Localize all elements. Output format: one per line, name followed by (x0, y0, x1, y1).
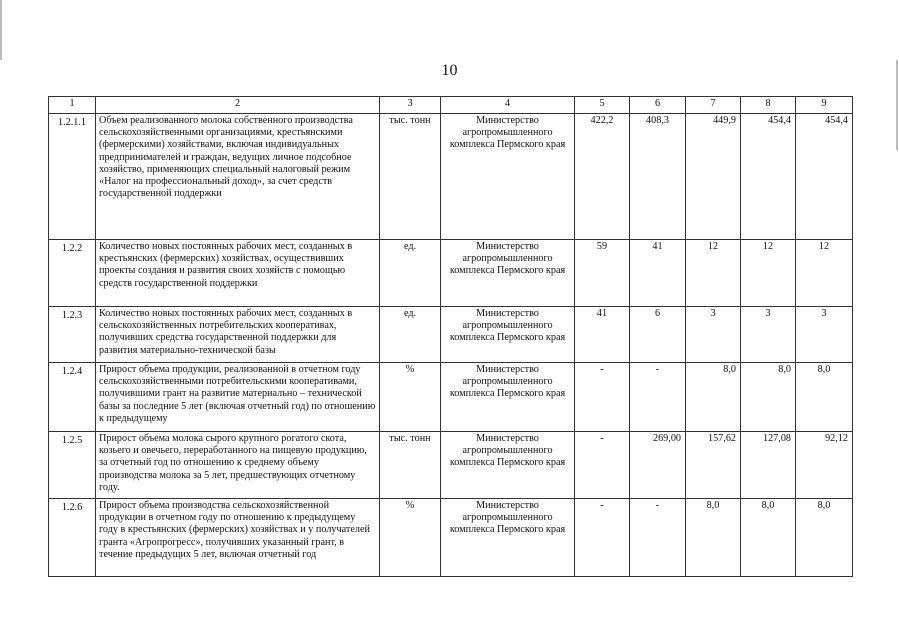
row-number: 1.2.2 (49, 240, 96, 307)
value-col9: 454,4 (796, 114, 853, 240)
value-col6: 41 (630, 240, 686, 307)
value-col5: - (575, 363, 630, 432)
row-number: 1.2.3 (49, 307, 96, 363)
indicator-name: Прирост объема производства сельскохозяйственной продукции в отчетном году по отношению к предыдущему году в крестьянских (фермерских) хозяйствах и у получателей гранта «Агропрогресс», получивших указанный грант, в течение предыдущих 5 лет, включая отчетный год (96, 499, 380, 577)
value-col9: 8,0 (796, 363, 853, 432)
header-cell: 6 (630, 97, 686, 114)
value-col8: 8,0 (741, 363, 796, 432)
table-row (49, 114, 853, 240)
row-number: 1.2.6 (49, 499, 96, 577)
table-row (49, 363, 853, 432)
value-col7: 157,62 (686, 432, 741, 499)
header-cell: 2 (96, 97, 380, 114)
value-col9: 3 (796, 307, 853, 363)
value-col6: 6 (630, 307, 686, 363)
value-col5: - (575, 499, 630, 577)
value-col7: 8,0 (686, 363, 741, 432)
header-cell: 9 (796, 97, 853, 114)
value-col9: 92,12 (796, 432, 853, 499)
header-cell: 7 (686, 97, 741, 114)
value-col6: 408,3 (630, 114, 686, 240)
unit-cell: тыс. тонн (380, 432, 441, 499)
scan-edge-mark (896, 60, 898, 150)
unit-cell: ед. (380, 307, 441, 363)
responsible-org: Министерство агропромышленного комплекса Пермского края (441, 114, 575, 240)
table-row (49, 307, 853, 363)
value-col7: 12 (686, 240, 741, 307)
value-col9: 12 (796, 240, 853, 307)
value-col8: 3 (741, 307, 796, 363)
indicator-name: Количество новых постоянных рабочих мест, созданных в крестьянских (фермерских) хозяйствах, осуществивших проекты создания и развития своих хозяйств с помощью средств государственной поддержки (96, 240, 380, 307)
value-col5: 41 (575, 307, 630, 363)
header-cell: 1 (49, 97, 96, 114)
value-col8: 454,4 (741, 114, 796, 240)
page-number: 10 (441, 62, 458, 79)
unit-cell: % (380, 499, 441, 577)
value-col6: 269,00 (630, 432, 686, 499)
header-cell: 3 (380, 97, 441, 114)
scan-edge-mark (0, 0, 2, 60)
value-col8: 127,08 (741, 432, 796, 499)
value-col8: 8,0 (741, 499, 796, 577)
value-col8: 12 (741, 240, 796, 307)
header-cell: 5 (575, 97, 630, 114)
indicator-name: Количество новых постоянных рабочих мест, созданных в сельскохозяйственных потребительских кооперативах, получивших средства государственной поддержки для развития материально-технической базы (96, 307, 380, 363)
value-col7: 449,9 (686, 114, 741, 240)
header-cell: 8 (741, 97, 796, 114)
responsible-org: Министерство агропромышленного комплекса Пермского края (441, 363, 575, 432)
unit-cell: ед. (380, 240, 441, 307)
header-row (49, 97, 853, 114)
responsible-org: Министерство агропромышленного комплекса Пермского края (441, 432, 575, 499)
row-number: 1.2.1.1 (49, 114, 96, 240)
indicators-table (48, 96, 853, 577)
row-number: 1.2.5 (49, 432, 96, 499)
unit-cell: тыс. тонн (380, 114, 441, 240)
table-row (49, 499, 853, 577)
table-row (49, 240, 853, 307)
row-number: 1.2.4 (49, 363, 96, 432)
responsible-org: Министерство агропромышленного комплекса Пермского края (441, 240, 575, 307)
value-col5: 59 (575, 240, 630, 307)
responsible-org: Министерство агропромышленного комплекса Пермского края (441, 307, 575, 363)
responsible-org: Министерство агропромышленного комплекса Пермского края (441, 499, 575, 577)
indicator-name: Прирост объема продукции, реализованной в отчетном году сельскохозяйственными потребительскими кооперативами, получившими грант на развитие материально – технической базы за последние 5 лет (включая отчетный год) по отношению к предыдущему (96, 363, 380, 432)
indicator-name: Объем реализованного молока собственного производства сельскохозяйственными организациями, крестьянскими (фермерскими) хозяйствами, включая индивидуальных предпринимателей и граждан, ведущих личное подсобное хозяйство, применяющих специальный налоговый режим «Налог на профессиональный доход», за счет средств государственной поддержки (96, 114, 380, 240)
value-col7: 3 (686, 307, 741, 363)
value-col5: 422,2 (575, 114, 630, 240)
value-col6: - (630, 499, 686, 577)
value-col7: 8,0 (686, 499, 741, 577)
indicator-name: Прирост объема молока сырого крупного рогатого скота, козьего и овечьего, переработанного на пищевую продукцию, за отчетный год по отношению к среднему объему производства молока за 5 лет, предшествующих отчетному году. (96, 432, 380, 499)
value-col5: - (575, 432, 630, 499)
unit-cell: % (380, 363, 441, 432)
table-row (49, 432, 853, 499)
value-col6: - (630, 363, 686, 432)
header-cell: 4 (441, 97, 575, 114)
value-col9: 8,0 (796, 499, 853, 577)
